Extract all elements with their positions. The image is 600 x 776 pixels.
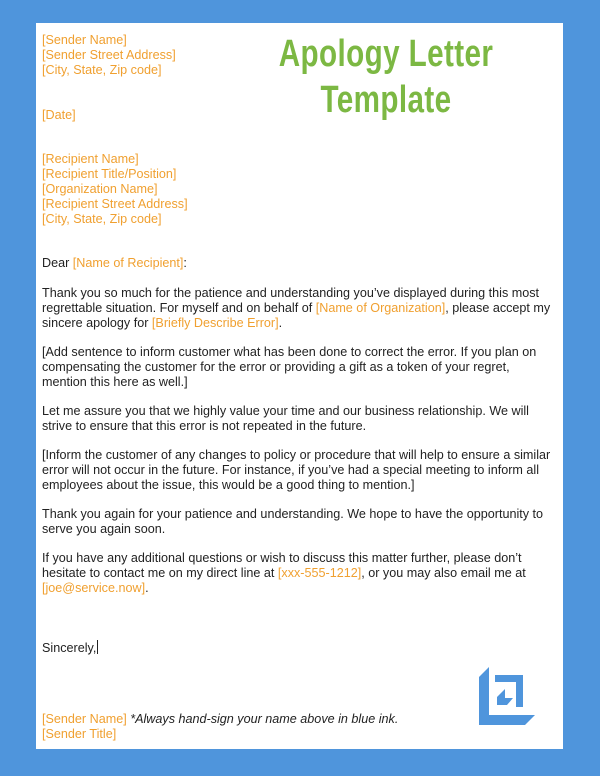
recipient-address-block: [42, 152, 188, 227]
sender-name[interactable]: [Sender Name]: [42, 33, 127, 47]
sender-city[interactable]: [City, State, Zip code]: [42, 63, 162, 77]
organization-name-placeholder[interactable]: [Name of Organization]: [315, 301, 446, 315]
recipient-name[interactable]: [Recipient Name]: [42, 152, 139, 166]
text-cursor: [97, 640, 98, 654]
paragraph-contact-text-2: , or you may also email me at: [361, 566, 526, 580]
salutation-prefix: Dear: [42, 256, 73, 270]
policy-change-placeholder-paragraph[interactable]: [Inform the customer of any changes to policy or procedure that will help to ensure a similar error will not occur in the future. For instance, if you’ve had a special meeting to inform all employees about the issue, this would be a good thing to mention.]: [42, 448, 551, 492]
email-placeholder[interactable]: [joe@service.now]: [42, 581, 146, 595]
title-line-1: Apology Letter: [278, 33, 494, 75]
recipient-title[interactable]: [Recipient Title/Position]: [42, 167, 177, 181]
letter-page: [36, 23, 563, 749]
phone-placeholder[interactable]: [xxx-555-1212]: [277, 566, 362, 580]
closing-text: Sincerely,: [42, 641, 97, 655]
recipient-city[interactable]: [City, State, Zip code]: [42, 212, 162, 226]
paragraph-assurance: Let me assure you that we highly value your time and our business relationship. We will strive to ensure that this error is not repeated in the future.: [42, 404, 529, 433]
recipient-street[interactable]: [Recipient Street Address]: [42, 197, 188, 211]
title-line-2: Template: [320, 79, 452, 121]
paragraph-contact: [42, 551, 557, 596]
correction-placeholder-paragraph[interactable]: [Add sentence to inform customer what has been done to correct the error. If you plan on compensating the customer for the error or providing a gift as a token of your regret, mention this here as well.]: [42, 345, 537, 389]
sender-address-block: [42, 33, 176, 78]
salutation: [42, 256, 557, 271]
paragraph-thanks-text-3: .: [278, 316, 283, 330]
recipient-organization[interactable]: [Organization Name]: [42, 182, 158, 196]
closing[interactable]: [42, 640, 557, 656]
paragraph-contact-text-3: .: [145, 581, 149, 595]
sender-street[interactable]: [Sender Street Address]: [42, 48, 176, 62]
paragraph-thanks: [42, 286, 557, 331]
paragraph-thanks-text-1: Thank you so much for the patience and understanding you’ve displayed during this most regrettable situation. For myself and on behalf of: [42, 286, 540, 315]
error-description-placeholder[interactable]: [Briefly Describe Error]: [151, 316, 279, 330]
recipient-name-placeholder[interactable]: [Name of Recipient]: [72, 256, 184, 270]
paragraph-contact-text-1: If you have any additional questions or wish to discuss this matter further, please don’t hesitate to contact me on my direct line at: [42, 551, 522, 580]
brand-logo-icon: [477, 665, 537, 729]
signature-note: *Always hand-sign your name above in blue ink.: [126, 712, 399, 726]
page-title: [265, 31, 507, 123]
date-field[interactable]: [Date]: [42, 108, 76, 122]
salutation-suffix: :: [183, 256, 187, 270]
signature-title-placeholder[interactable]: [Sender Title]: [42, 727, 117, 741]
paragraph-thanks-again: Thank you again for your patience and understanding. We hope to have the opportunity to serve you again soon.: [42, 507, 544, 536]
paragraph-thanks-text-2: , please accept my sincere apology for: [42, 301, 551, 330]
signature-name-placeholder[interactable]: [Sender Name]: [42, 712, 127, 726]
